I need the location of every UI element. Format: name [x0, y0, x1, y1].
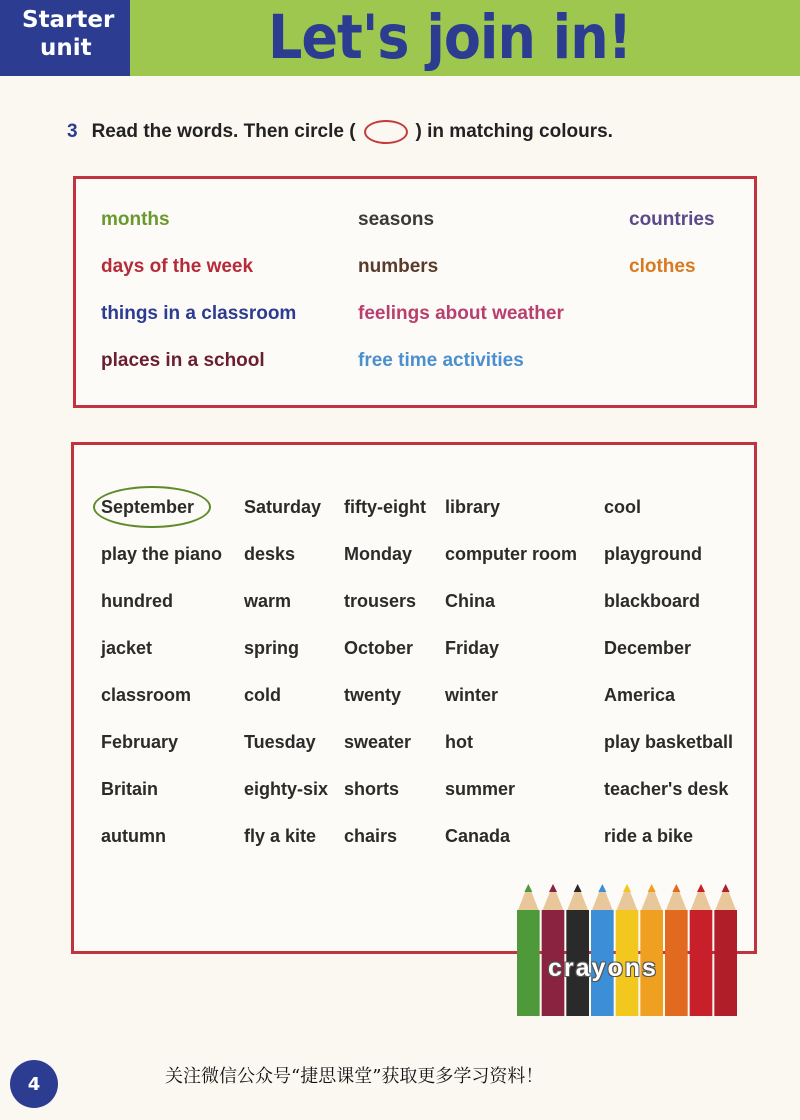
crayon-body — [690, 910, 713, 1016]
word-item[interactable]: play the piano — [101, 544, 223, 564]
category-label: feelings about weather — [358, 303, 564, 324]
footer-note: 关注微信公众号“捷思课堂”获取更多学习资料！ — [165, 1066, 544, 1087]
word-box — [71, 442, 757, 954]
word-item[interactable]: hot — [445, 732, 473, 752]
word-item[interactable]: teacher's desk — [604, 779, 729, 799]
oval-icon — [364, 120, 408, 144]
category-label: months — [101, 209, 170, 230]
word-item[interactable]: summer — [445, 779, 516, 799]
word-item[interactable]: Britain — [101, 779, 159, 799]
word-item[interactable]: warm — [244, 591, 292, 611]
category-label: numbers — [358, 256, 439, 277]
word-item[interactable]: Friday — [445, 638, 500, 658]
category-label: countries — [629, 209, 715, 230]
word-item[interactable]: cool — [604, 497, 642, 517]
word-item[interactable]: cold — [244, 685, 282, 705]
exercise-number: 3 — [67, 121, 78, 142]
word-item[interactable]: China — [445, 591, 496, 611]
crayon-body — [517, 910, 540, 1016]
word-item[interactable]: sweater — [344, 732, 412, 752]
category-label: days of the week — [101, 256, 254, 277]
word-item[interactable]: blackboard — [604, 591, 701, 611]
page-title: Let's join in! — [268, 2, 632, 73]
crayon-lead — [722, 884, 730, 892]
crayon-lead — [549, 884, 557, 892]
word-item[interactable]: fifty-eight — [344, 497, 426, 517]
category-label: clothes — [629, 256, 696, 277]
instruction — [67, 120, 613, 144]
word-item[interactable]: eighty-six — [244, 779, 329, 799]
word-item[interactable]: October — [344, 638, 414, 658]
word-item[interactable]: jacket — [101, 638, 153, 658]
word-item[interactable]: trousers — [344, 591, 417, 611]
word-item[interactable]: play basketball — [604, 732, 734, 752]
word-item[interactable]: desks — [244, 544, 296, 564]
page-number: 4 — [10, 1060, 58, 1108]
crayon-lead — [648, 884, 656, 892]
word-item[interactable]: winter — [445, 685, 499, 705]
word-item[interactable]: Monday — [344, 544, 413, 564]
word-item[interactable]: Saturday — [244, 497, 322, 517]
word-item[interactable]: twenty — [344, 685, 402, 705]
crayon-lead — [697, 884, 705, 892]
crayon-lead — [524, 884, 532, 892]
unit-label — [0, 0, 130, 76]
word-item[interactable]: ride a bike — [604, 826, 694, 846]
word-item[interactable]: February — [101, 732, 179, 752]
word-item[interactable]: playground — [604, 544, 702, 564]
word-item[interactable]: shorts — [344, 779, 400, 799]
word-item[interactable]: September — [101, 497, 195, 517]
crayon-body — [665, 910, 688, 1016]
word-item[interactable]: library — [445, 497, 501, 517]
crayon-lead — [623, 884, 631, 892]
word-item[interactable]: fly a kite — [244, 826, 317, 846]
category-label: seasons — [358, 209, 435, 230]
word-item[interactable]: computer room — [445, 544, 578, 564]
crayon-lead — [574, 884, 582, 892]
crayon-lead — [672, 884, 680, 892]
crayon-body — [714, 910, 737, 1016]
header-banner — [0, 0, 800, 76]
category-label: places in a school — [101, 350, 265, 371]
unit-line-2: unit — [40, 35, 92, 61]
word-item[interactable]: December — [604, 638, 692, 658]
word-item[interactable]: hundred — [101, 591, 173, 611]
unit-line-1: Starter — [22, 7, 115, 33]
word-item[interactable]: chairs — [344, 826, 398, 846]
word-item[interactable]: classroom — [101, 685, 192, 705]
word-item[interactable]: America — [604, 685, 676, 705]
instruction-text-after: ) in matching colours. — [415, 121, 613, 142]
crayon-lead — [598, 884, 606, 892]
word-item[interactable]: Canada — [445, 826, 511, 846]
word-item[interactable]: autumn — [101, 826, 166, 846]
crayons-illustration — [516, 880, 738, 1016]
category-box — [73, 176, 757, 408]
word-item[interactable]: Tuesday — [244, 732, 316, 752]
word-item[interactable]: spring — [244, 638, 300, 658]
crayons-label: crayons — [548, 954, 658, 982]
instruction-text-before: Read the words. Then circle ( — [91, 121, 356, 142]
category-label: free time activities — [358, 350, 524, 371]
category-label: things in a classroom — [101, 303, 297, 324]
